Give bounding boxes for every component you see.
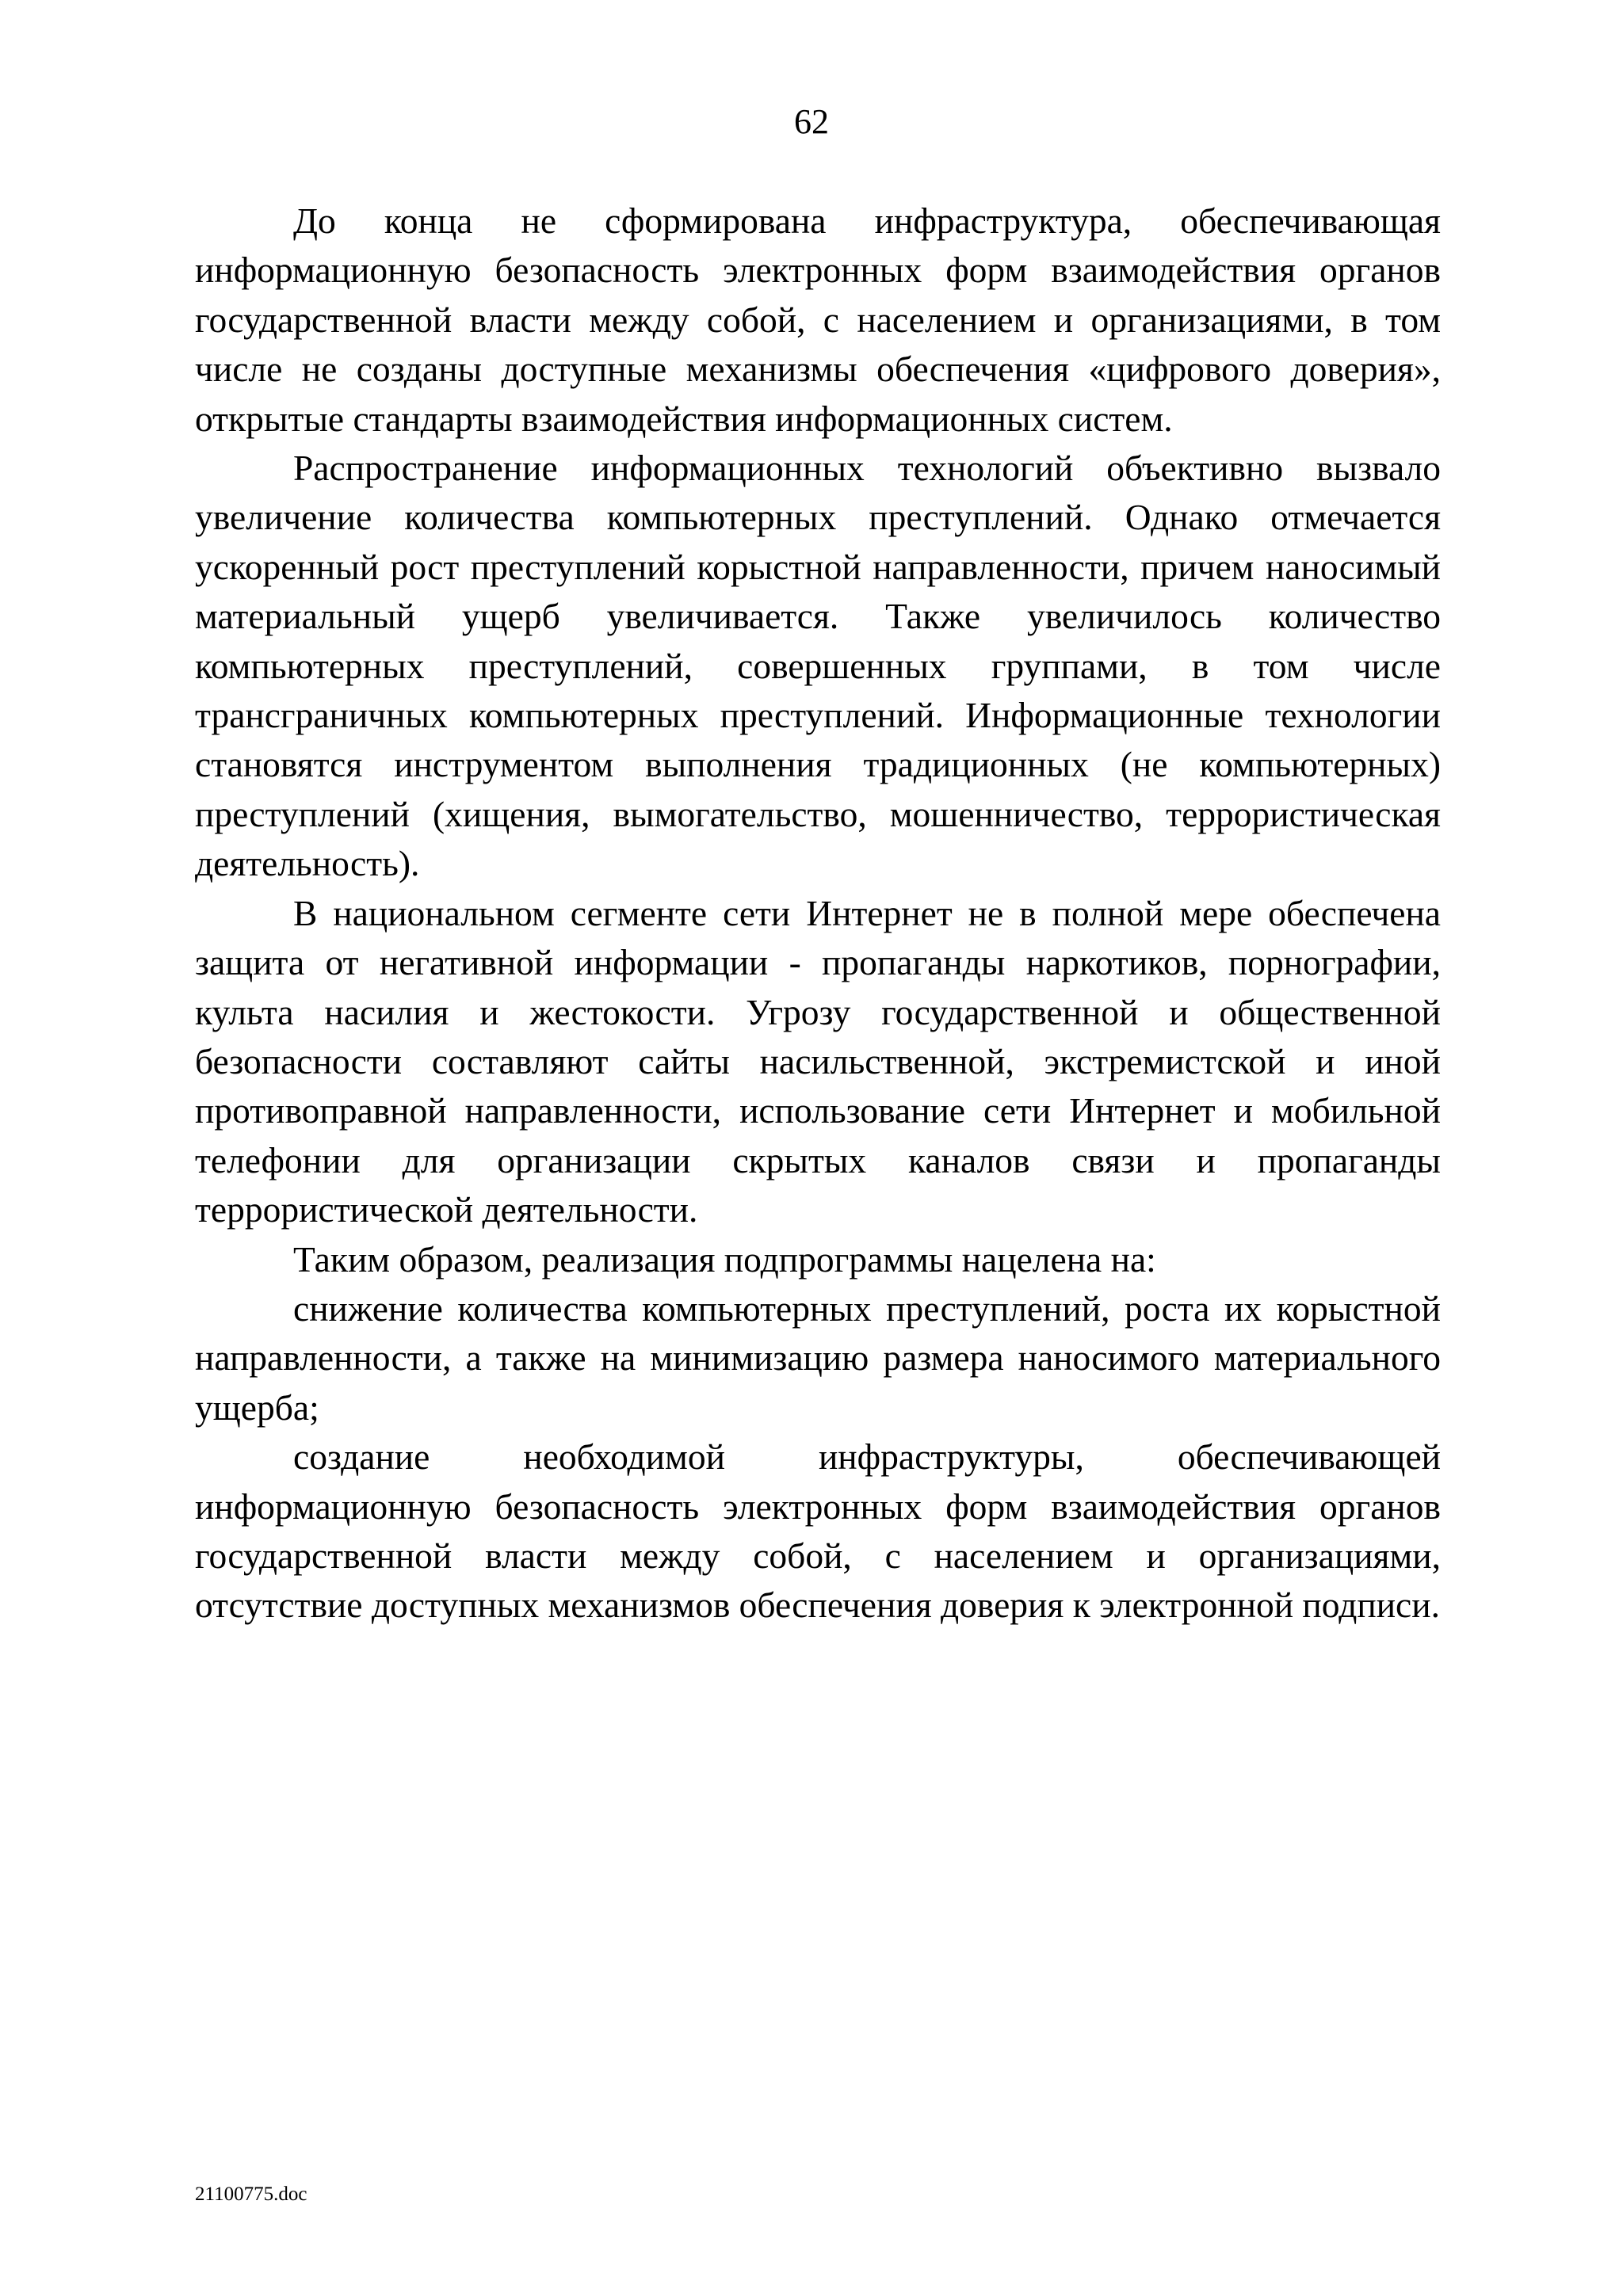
paragraph-infrastructure: До конца не сформирована инфраструктура, обеспечивающая информационную безопасность электронных форм взаимодействия органов государственной власти между собой, с населением и организациями, в том числе не созданы доступные механизмы обеспечения «цифрового доверия», открытые стандарты взаимодействия информационных систем.	[195, 200, 1441, 439]
body-text	[195, 196, 1441, 1630]
paragraph-goal-reduction: снижение количества компьютерных преступлений, роста их корыстной направленности, а также на минимизацию размера наносимого материального ущерба;	[195, 1287, 1441, 1428]
paragraph-computer-crimes: Распространение информационных технологий объективно вызвало увеличение количества компьютерных преступлений. Однако отмечается ускоренный рост преступлений корыстной направленности, причем наносимый материальный ущерб увеличивается. Также увеличилось количество компьютерных преступлений, совершенных группами, в том числе трансграничных компьютерных преступлений. Информационные технологии становятся инструментом выполнения традиционных (не компьютерных) преступлений (хищения, вымогательство, мошенничество, террористическая деятельность).	[195, 448, 1441, 884]
document-filename: 21100775.doc	[195, 2183, 307, 2205]
paragraph-goal-infrastructure: создание необходимой инфраструктуры, обеспечивающей информационную безопасность электронных форм взаимодействия органов государственной власти между собой, с населением и организациями, отсутствие доступных механизмов обеспечения доверия к электронной подписи.	[195, 1436, 1441, 1626]
paragraph-subprogram-goal: Таким образом, реализация подпрограммы нацелена на:	[293, 1238, 1156, 1280]
paragraph-internet-segment: В национальном сегменте сети Интернет не в полной мере обеспечена защита от негативной информации - пропаганды наркотиков, порнографии, культа насилия и жестокости. Угрозу государственной и общественной безопасности составляют сайты насильственной, экстремистской и иной противоправной направленности, использование сети Интернет и мобильной телефонии для организации скрытых каналов связи и пропаганды террористической деятельности.	[195, 892, 1441, 1230]
page-number: 62	[794, 102, 829, 141]
